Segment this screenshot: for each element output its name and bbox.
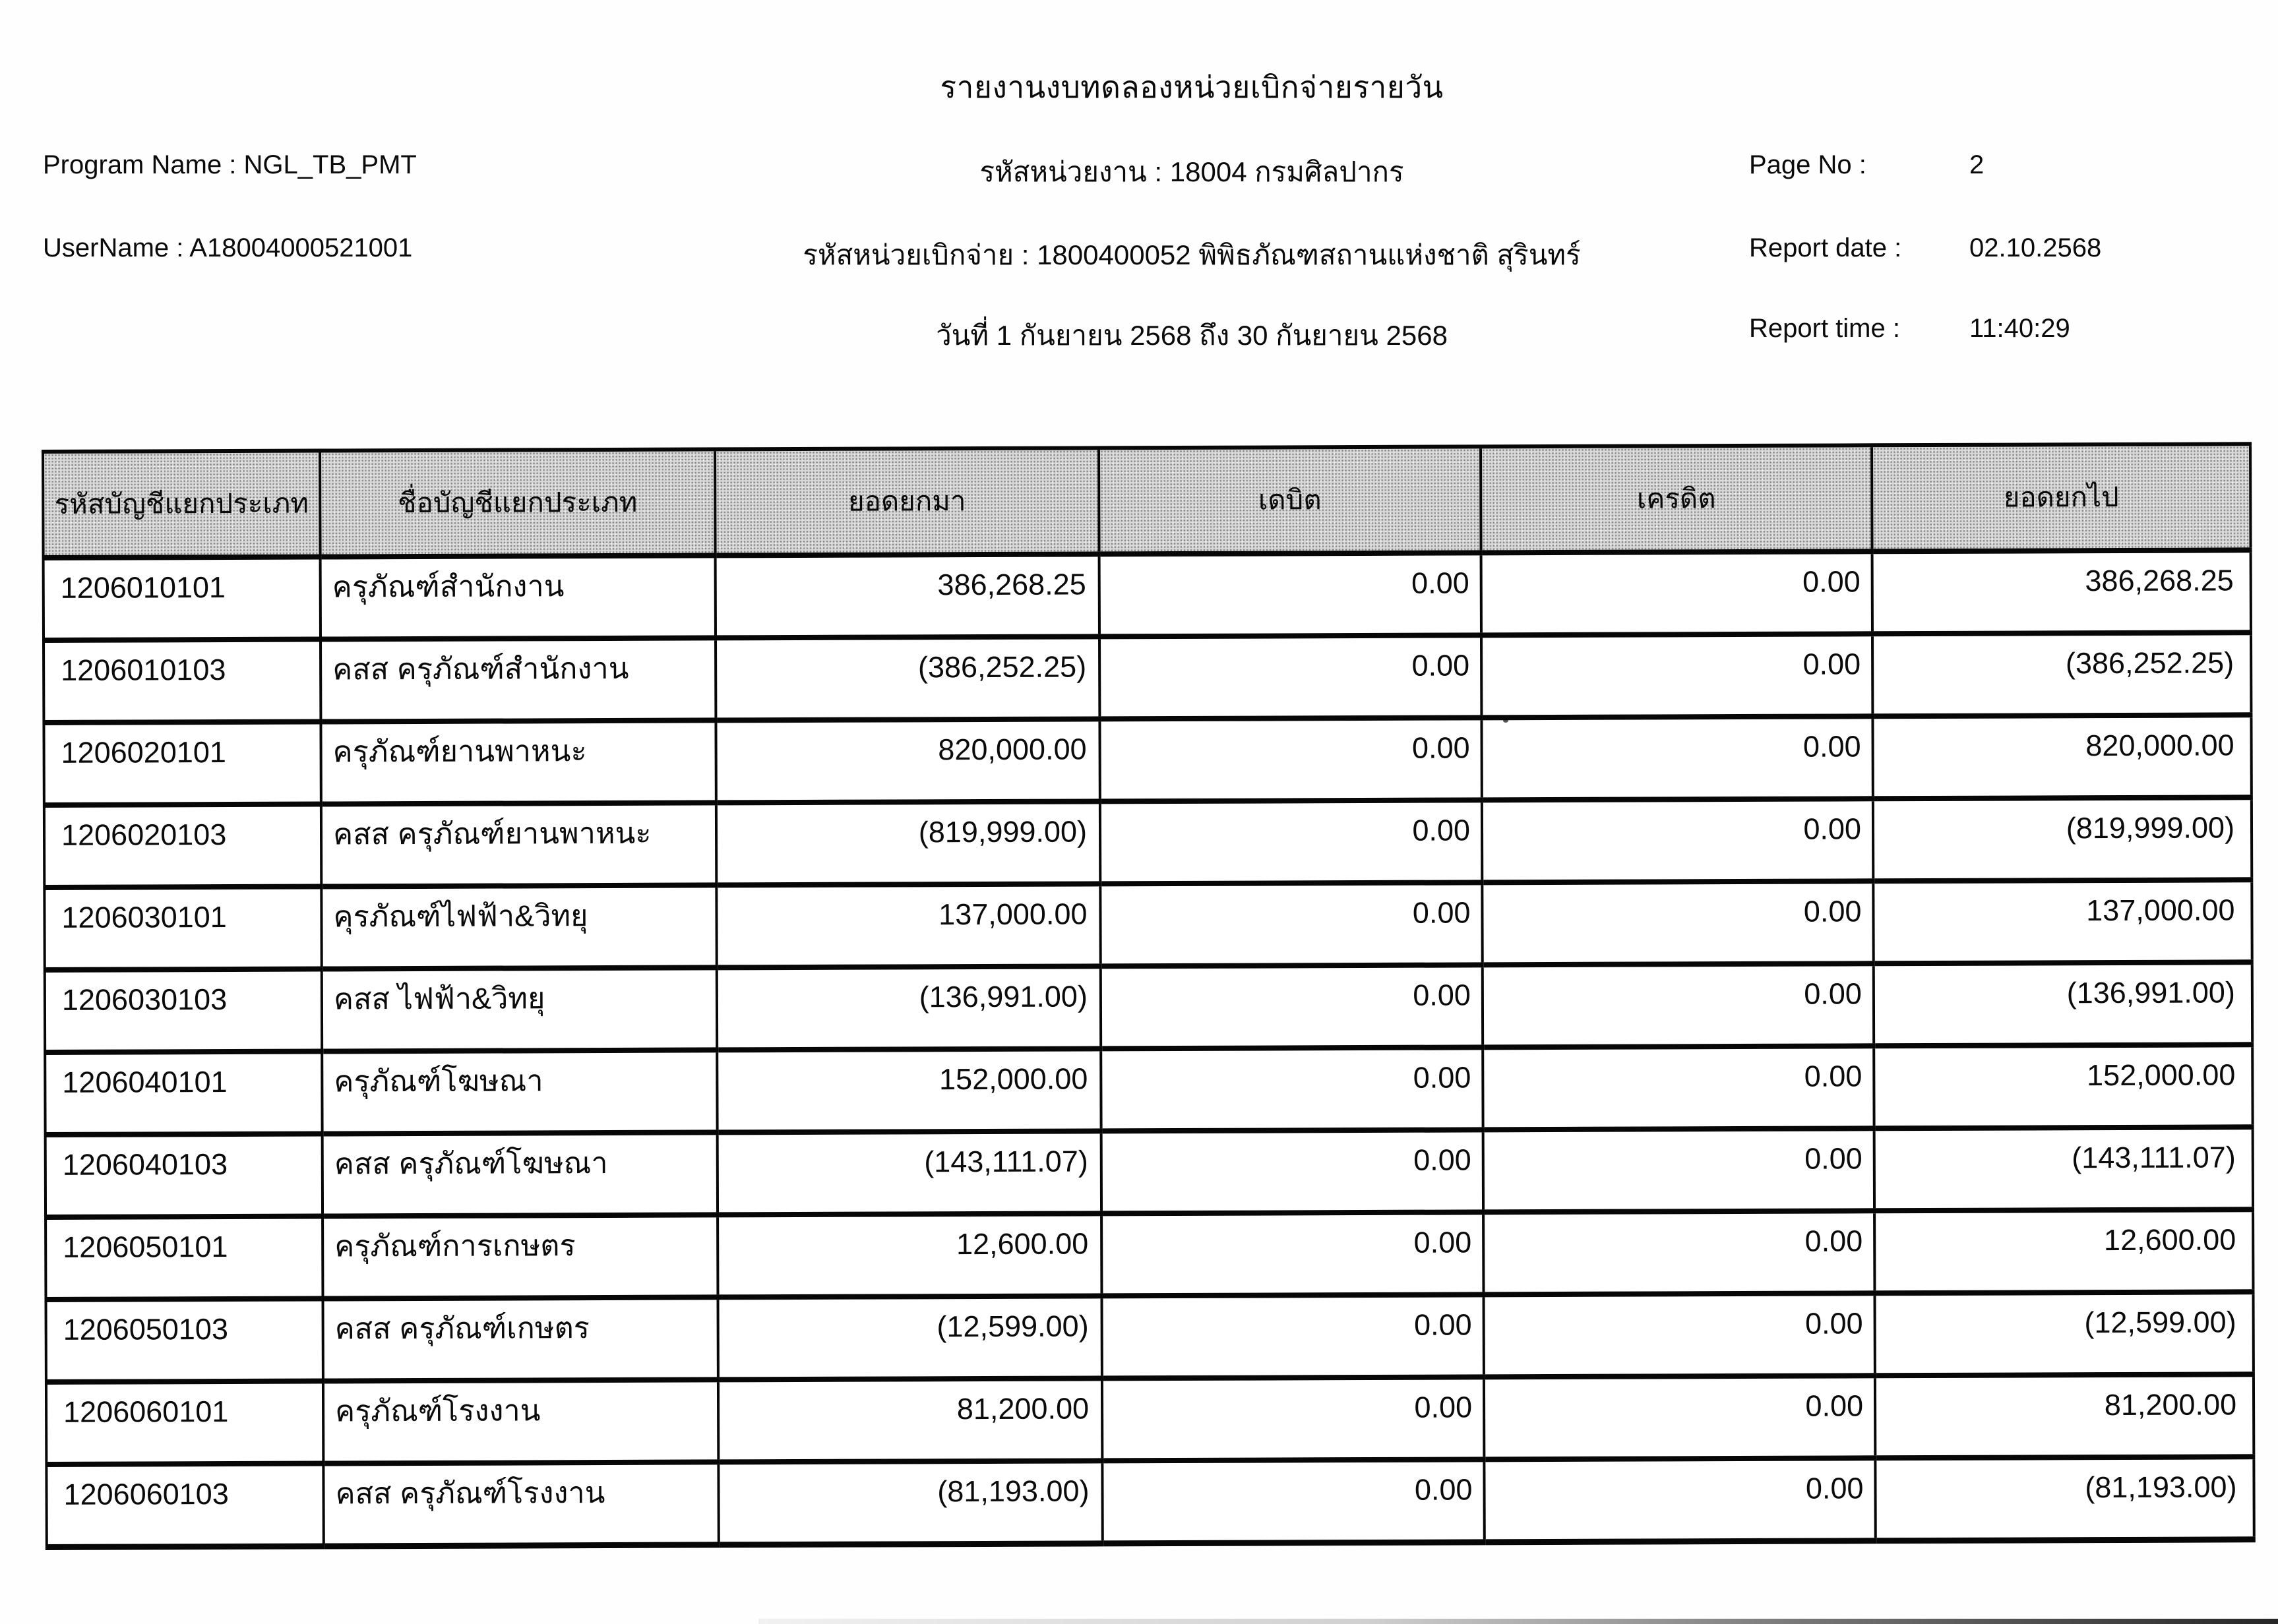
table-row — [46, 1209, 2253, 1300]
debit-cell: 0.00 — [1101, 965, 1483, 1048]
credit-cell: 0.00 — [1481, 634, 1872, 717]
balance-brought-forward-cell: 81,200.00 — [718, 1378, 1102, 1462]
debit-cell: 0.00 — [1099, 635, 1481, 719]
balance-brought-forward-cell: (386,252.25) — [716, 636, 1099, 720]
account-name-cell: ครุภัณฑ์ยานพาหนะ — [321, 720, 716, 804]
report-time-value: 11:40:29 — [1969, 314, 2070, 343]
account-name-cell: ครุภัณฑ์โรงงาน — [323, 1379, 718, 1463]
balance-carried-forward-cell: 820,000.00 — [1872, 715, 2251, 798]
program-name-value: NGL_TB_PMT — [243, 150, 417, 179]
balance-brought-forward-cell: 137,000.00 — [716, 884, 1100, 967]
trial-balance-table — [42, 442, 2256, 1550]
account-code-cell: 1206050101 — [46, 1217, 323, 1300]
credit-cell: 0.00 — [1481, 716, 1872, 800]
table-row — [44, 715, 2251, 805]
debit-cell: 0.00 — [1101, 1129, 1483, 1213]
account-code-cell: 1206030103 — [45, 969, 322, 1052]
balance-carried-forward-cell: 81,200.00 — [1875, 1374, 2254, 1458]
trial-balance-table-wrap — [42, 442, 2256, 1550]
account-code-cell: 1206060103 — [46, 1464, 323, 1548]
table-body — [44, 550, 2254, 1547]
debit-cell: 0.00 — [1102, 1459, 1484, 1544]
disbursement-unit-line: รหัสหน่วยเบิกจ่าย : 1800400052 พิพิธภัณฑสถานแห่งชาติ สุรินทร์ — [803, 239, 1581, 270]
credit-cell: 0.00 — [1481, 551, 1872, 635]
debit-cell: 0.00 — [1101, 1212, 1483, 1296]
report-title: รายงานงบทดลองหน่วยเบิกจ่ายรายวัน — [940, 70, 1444, 104]
scan-speck — [1503, 719, 1508, 723]
credit-cell: 0.00 — [1484, 1375, 1875, 1459]
col-header-account-code: รหัสบัญชีแยกประเภท — [43, 451, 321, 558]
account-code-cell: 1206020101 — [44, 722, 321, 805]
credit-cell: 0.00 — [1483, 1046, 1874, 1129]
username-value: A18004000521001 — [189, 233, 413, 262]
table-row — [46, 1292, 2253, 1382]
col-header-balance-brought-forward: ยอดยกมา — [715, 448, 1099, 555]
balance-carried-forward-cell: 137,000.00 — [1873, 880, 2252, 963]
balance-carried-forward-cell: (12,599.00) — [1874, 1292, 2253, 1375]
agency-code-line: รหัสหน่วยงาน : 18004 กรมศิลปากร — [979, 156, 1404, 187]
credit-cell: 0.00 — [1484, 1458, 1875, 1542]
account-name-cell: คสส ครุภัณฑ์สำนักงาน — [321, 638, 716, 721]
debit-cell: 0.00 — [1100, 882, 1482, 966]
username-line — [43, 233, 412, 263]
balance-brought-forward-cell: (12,599.00) — [718, 1296, 1101, 1379]
account-name-cell: คสส ครุภัณฑ์โรงงาน — [323, 1462, 718, 1546]
report-time-label: Report time : — [1749, 314, 1900, 343]
credit-cell: 0.00 — [1483, 1128, 1874, 1212]
table-row — [44, 550, 2251, 640]
account-code-cell: 1206030101 — [44, 887, 321, 970]
balance-carried-forward-cell: (136,991.00) — [1874, 962, 2252, 1046]
scan-smudge — [758, 1619, 2278, 1624]
balance-carried-forward-cell: (819,999.00) — [1873, 797, 2252, 881]
table-row — [44, 632, 2251, 723]
col-header-account-name: ชื่อบัญชีแยกประเภท — [320, 449, 716, 556]
balance-brought-forward-cell: (136,991.00) — [717, 966, 1101, 1050]
balance-brought-forward-cell: 386,268.25 — [716, 554, 1099, 638]
program-name-line — [43, 150, 417, 180]
account-name-cell: คสส ครุภัณฑ์ยานพาหนะ — [321, 802, 716, 886]
credit-cell: 0.00 — [1482, 798, 1873, 882]
col-header-credit: เครดิต — [1481, 445, 1872, 553]
account-name-cell: ครุภัณฑ์โฆษณา — [322, 1050, 717, 1133]
balance-brought-forward-cell: 820,000.00 — [716, 719, 1099, 802]
table-row — [44, 797, 2252, 887]
table-row — [44, 880, 2252, 970]
account-code-cell: 1206050103 — [46, 1299, 323, 1382]
debit-cell: 0.00 — [1099, 717, 1481, 801]
account-code-cell: 1206040103 — [46, 1134, 323, 1217]
balance-brought-forward-cell: (81,193.00) — [718, 1460, 1102, 1545]
credit-cell: 0.00 — [1482, 881, 1873, 965]
balance-carried-forward-cell: 152,000.00 — [1874, 1044, 2252, 1128]
program-name-label: Program Name : — [43, 150, 237, 179]
account-name-cell: คสส ครุภัณฑ์เกษตร — [323, 1297, 718, 1381]
account-code-cell: 1206060101 — [46, 1381, 323, 1464]
col-header-debit: เดบิต — [1099, 446, 1481, 554]
page-no-value: 2 — [1969, 150, 1985, 179]
table-row — [46, 1127, 2253, 1217]
table-header-row — [43, 444, 2251, 558]
col-header-balance-carried-forward: ยอดยกไป — [1872, 444, 2251, 551]
page-no-label: Page No : — [1749, 150, 1866, 179]
balance-carried-forward-cell: (143,111.07) — [1874, 1127, 2253, 1211]
balance-brought-forward-cell: 152,000.00 — [717, 1048, 1101, 1132]
credit-cell: 0.00 — [1483, 1293, 1874, 1377]
account-name-cell: คสส ครุภัณฑ์โฆษณา — [323, 1132, 718, 1216]
balance-brought-forward-cell: (819,999.00) — [716, 801, 1100, 885]
account-name-cell: คุรภัณฑ์ไฟฟ้า&วิทยุ — [321, 885, 716, 969]
debit-cell: 0.00 — [1101, 1294, 1483, 1378]
report-date-value: 02.10.2568 — [1969, 233, 2102, 262]
balance-carried-forward-cell: (386,252.25) — [1872, 632, 2251, 716]
table-row — [45, 962, 2252, 1052]
balance-brought-forward-cell: (143,111.07) — [718, 1131, 1101, 1215]
table-row — [46, 1457, 2254, 1547]
table-row — [45, 1044, 2252, 1135]
debit-cell: 0.00 — [1100, 800, 1482, 884]
balance-carried-forward-cell: 386,268.25 — [1872, 550, 2251, 634]
balance-carried-forward-cell: (81,193.00) — [1875, 1457, 2254, 1541]
balance-brought-forward-cell: 12,600.00 — [718, 1213, 1101, 1297]
account-name-cell: ครุภัณฑ์การเกษตร — [323, 1215, 718, 1298]
balance-carried-forward-cell: 12,600.00 — [1874, 1209, 2253, 1293]
username-label: UserName : — [43, 233, 184, 262]
account-name-cell: คสส ไฟฟ้า&วิทยุ — [322, 967, 717, 1051]
debit-cell: 0.00 — [1101, 1047, 1483, 1131]
report-date-label: Report date : — [1749, 233, 1902, 262]
debit-cell: 0.00 — [1099, 553, 1481, 636]
table-row — [46, 1374, 2254, 1464]
account-code-cell: 1206010101 — [44, 557, 321, 640]
date-range-line: วันที่ 1 กันยายน 2568 ถึง 30 กันยายน 2568 — [936, 320, 1448, 351]
account-code-cell: 1206040101 — [45, 1052, 322, 1135]
account-code-cell: 1206020103 — [44, 804, 321, 887]
account-code-cell: 1206010103 — [44, 640, 321, 723]
debit-cell: 0.00 — [1102, 1377, 1484, 1460]
credit-cell: 0.00 — [1483, 1211, 1874, 1294]
credit-cell: 0.00 — [1483, 963, 1874, 1047]
account-name-cell: ครุภัณฑ์สำนักงาน — [321, 555, 716, 639]
